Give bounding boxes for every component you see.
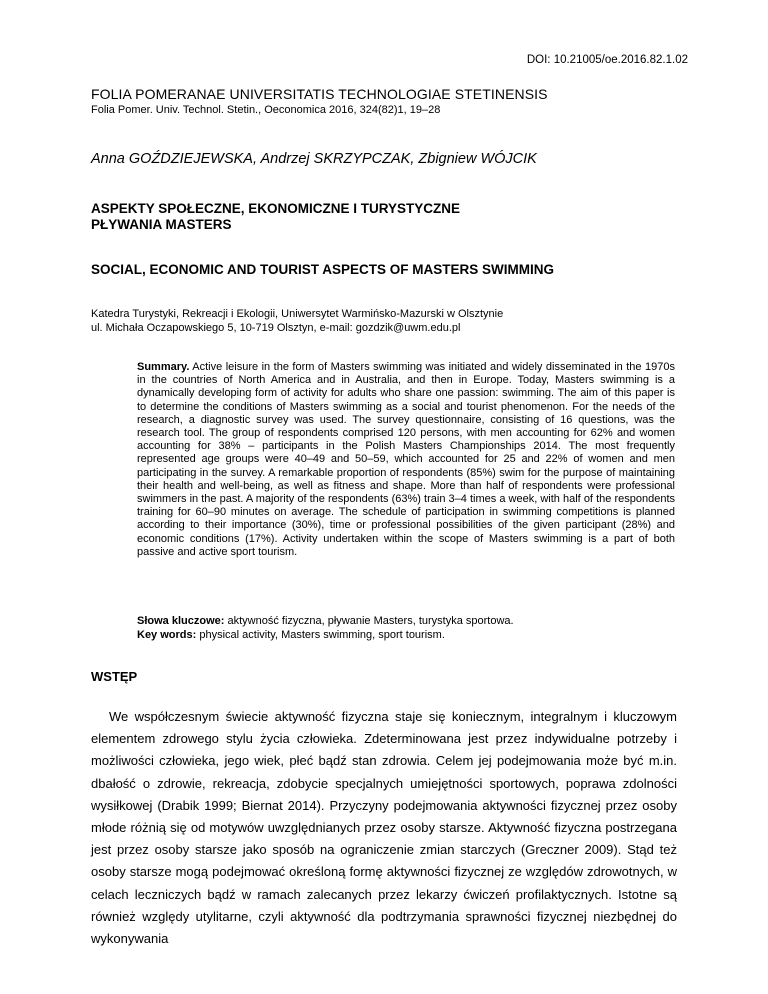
body-paragraph: We współczesnym świecie aktywność fizyczna staje się koniecznym, integralnym i kluczowym elementem zdrowego stylu życia człowieka. Zdeterminowana jest przez indywidualne potrzeby i możliwości człowieka, jego wiek, płeć bądź stan zdrowia. Celem jej podejmowania może być m.in. dbałość o zdrowie, rekreacja, zdobycie specjalnych umiejętności sportowych, poprawa zdolności wysiłkowej (Drabik 1999; Biernat 2014). Przyczyny podejmowania aktywności fizycznej przez osoby młode różnią się od motywów uwzględnianych przez osoby starsze. Aktywność fizyczna postrzegana jest przez osoby starsze jako sposób na ograniczenie zmian starczych (Greczner 2009). Stąd też osoby starsze mogą podejmować określoną formę aktywności fizycznej ze względów zdrowotnych, w celach leczniczych bądź w ramach zalecanych przez lekarzy ćwiczeń profilaktycznych. Istotne są również względy utylitarne, czyli aktywność dla podtrzymania sprawności fizycznej niezbędnej do wykonywania bbox=[91, 709, 677, 947]
keywords bbox=[137, 615, 675, 642]
title-english: SOCIAL, ECONOMIC AND TOURIST ASPECTS OF MASTERS SWIMMING bbox=[91, 262, 555, 277]
journal-name: FOLIA POMERANAE UNIVERSITATIS TECHNOLOGIAE STETINENSIS bbox=[91, 86, 548, 102]
title-polish-line-1: ASPEKTY SPOŁECZNE, EKONOMICZNE I TURYSTYCZNE bbox=[91, 201, 461, 216]
affiliation-line-1: Katedra Turystyki, Rekreacji i Ekologii, Uniwersytet Warmińsko-Mazurski w Olsztynie bbox=[91, 308, 504, 320]
title-polish-line-2: PŁYWANIA MASTERS bbox=[91, 217, 232, 232]
authors: Anna GOŹDZIEJEWSKA, Andrzej SKRZYPCZAK, Zbigniew WÓJCIK bbox=[91, 151, 537, 167]
title-polish bbox=[91, 201, 651, 233]
keywords-english-label: Key words: bbox=[137, 628, 197, 641]
body-text bbox=[91, 706, 677, 950]
keywords-polish-label: Słowa kluczowe: bbox=[137, 615, 225, 627]
keywords-polish bbox=[137, 615, 675, 629]
keywords-english bbox=[137, 629, 675, 643]
summary-label: Summary. bbox=[137, 361, 190, 373]
keywords-polish-text: aktywność fizyczna, pływanie Masters, turystyka sportowa. bbox=[227, 615, 514, 627]
section-heading: WSTĘP bbox=[91, 669, 138, 684]
journal-citation: Folia Pomer. Univ. Technol. Stetin., Oeconomica 2016, 324(82)1, 19–28 bbox=[91, 104, 441, 116]
summary bbox=[137, 361, 675, 559]
summary-text: Active leisure in the form of Masters swimming was initiated and widely disseminated in the 1970s in the countries of North America and in Australia, and then in Europe. Today, Masters swimming is a dynamically developing form of activity for adults who share one passion: swimming. The aim of this paper is to determine the conditions of Masters swimming as a social and tourist phenomenon. For the needs of the research, a diagnostic survey was used. The survey questionnaire, consisting of 16 questions, was the research tool. The group of respondents comprised 120 persons, with men accounting for 62% and women accounting for 38% – participants in the Polish Masters Championships 2014. The most frequently represented age groups were 40–49 and 50–59, which accounted for 25 and 22% of women and men participating in the survey. A remarkable proportion of respondents (85%) swim for the purpose of maintaining their health and well-being, as well as fitness and shape. More than half of respondents were professional swimmers in the past. A majority of the respondents (63%) train 3–4 times a week, with half of the respondents training for 60–90 minutes on average. The schedule of participation in swimming competitions is planned according to their importance (30%), time or professional possibilities of the given participant (28%) and economic conditions (17%). Activity undertaken within the scope of Masters swimming is a part of both passive and active sport tourism. bbox=[137, 361, 675, 558]
doi: DOI: 10.21005/oe.2016.82.1.02 bbox=[526, 54, 688, 66]
affiliation-line-2: ul. Michała Oczapowskiego 5, 10-719 Olsztyn, e-mail: gozdzik@uwm.edu.pl bbox=[91, 322, 461, 334]
keywords-english-text: physical activity, Masters swimming, sport tourism. bbox=[199, 628, 445, 641]
affiliation bbox=[91, 307, 503, 335]
